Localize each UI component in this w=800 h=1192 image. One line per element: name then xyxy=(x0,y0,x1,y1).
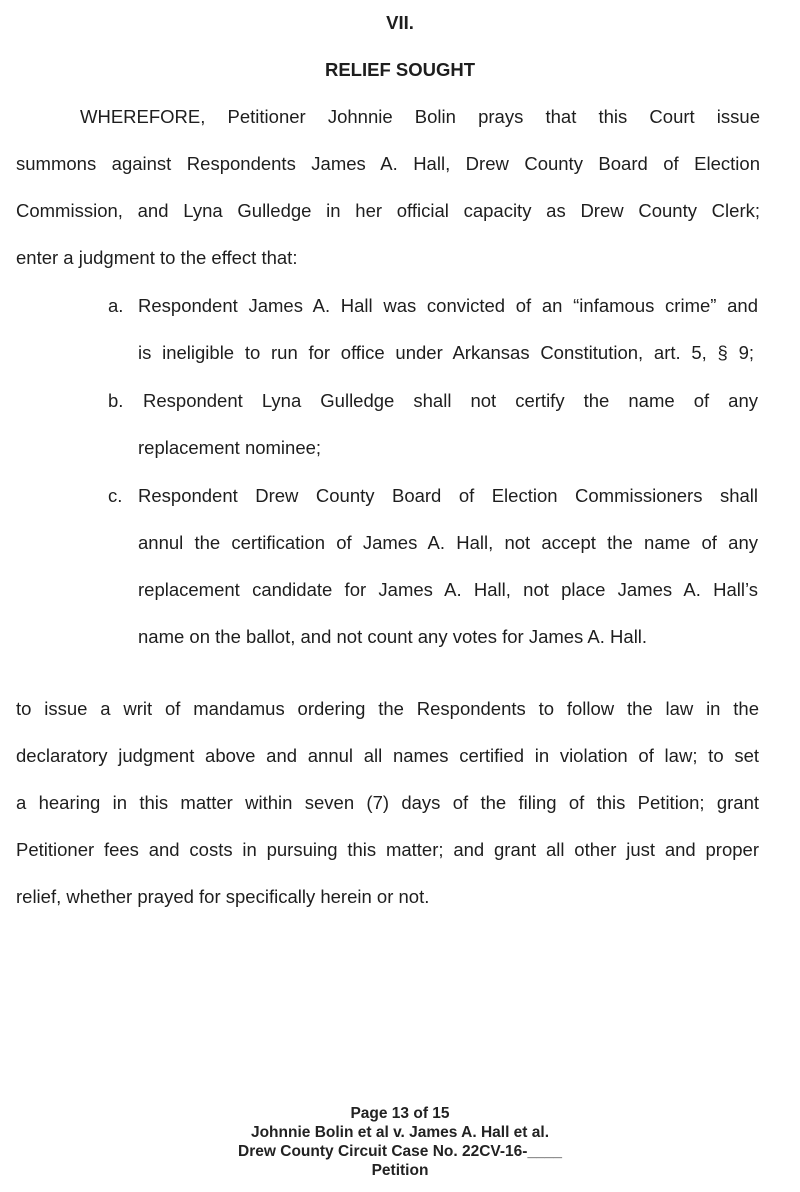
list-item-line: is ineligible to run for office under Arkansas Constitution, art. 5, § 9; xyxy=(138,342,754,363)
section-title: RELIEF SOUGHT xyxy=(324,59,476,80)
closing-line: to issue a writ of mandamus ordering the Respondents to follow the law in the xyxy=(16,698,759,719)
page-number: Page 13 of 15 xyxy=(350,1105,450,1122)
intro-line: WHEREFORE, Petitioner Johnnie Bolin prays that this Court issue xyxy=(80,106,760,127)
list-item-line: name on the ballot, and not count any votes for James A. Hall. xyxy=(138,626,648,647)
list-item-line: annul the certification of James A. Hall, not accept the name of any xyxy=(138,532,758,553)
list-marker: c. xyxy=(108,485,123,506)
case-number: Drew County Circuit Case No. 22CV-16-____ xyxy=(238,1143,562,1160)
document-type: Petition xyxy=(371,1162,429,1179)
closing-line: a hearing in this matter within seven (7) days of the filing of this Petition; grant xyxy=(16,792,759,813)
intro-line: summons against Respondents James A. Hall, Drew County Board of Election xyxy=(16,153,760,174)
list-item-line: Respondent Drew County Board of Election Commissioners shall xyxy=(138,485,758,506)
list-item-line: replacement nominee; xyxy=(138,437,322,458)
list-marker: a. xyxy=(108,295,124,316)
closing-line: declaratory judgment above and annul all names certified in violation of law; to set xyxy=(16,745,759,766)
case-caption: Johnnie Bolin et al v. James A. Hall et al. xyxy=(250,1124,550,1141)
section-number: VII. xyxy=(386,12,414,33)
intro-line: Commission, and Lyna Gulledge in her official capacity as Drew County Clerk; xyxy=(16,200,760,221)
closing-line: Petitioner fees and costs in pursuing this matter; and grant all other just and proper xyxy=(16,839,759,860)
list-item-line: replacement candidate for James A. Hall, not place James A. Hall’s xyxy=(138,579,758,600)
closing-line: relief, whether prayed for specifically herein or not. xyxy=(16,886,430,907)
list-item-line: Respondent Lyna Gulledge shall not certify the name of any xyxy=(143,390,758,411)
list-item-line: Respondent James A. Hall was convicted of an “infamous crime” and xyxy=(138,295,758,316)
intro-line: enter a judgment to the effect that: xyxy=(16,247,298,268)
list-marker: b. xyxy=(108,390,124,411)
